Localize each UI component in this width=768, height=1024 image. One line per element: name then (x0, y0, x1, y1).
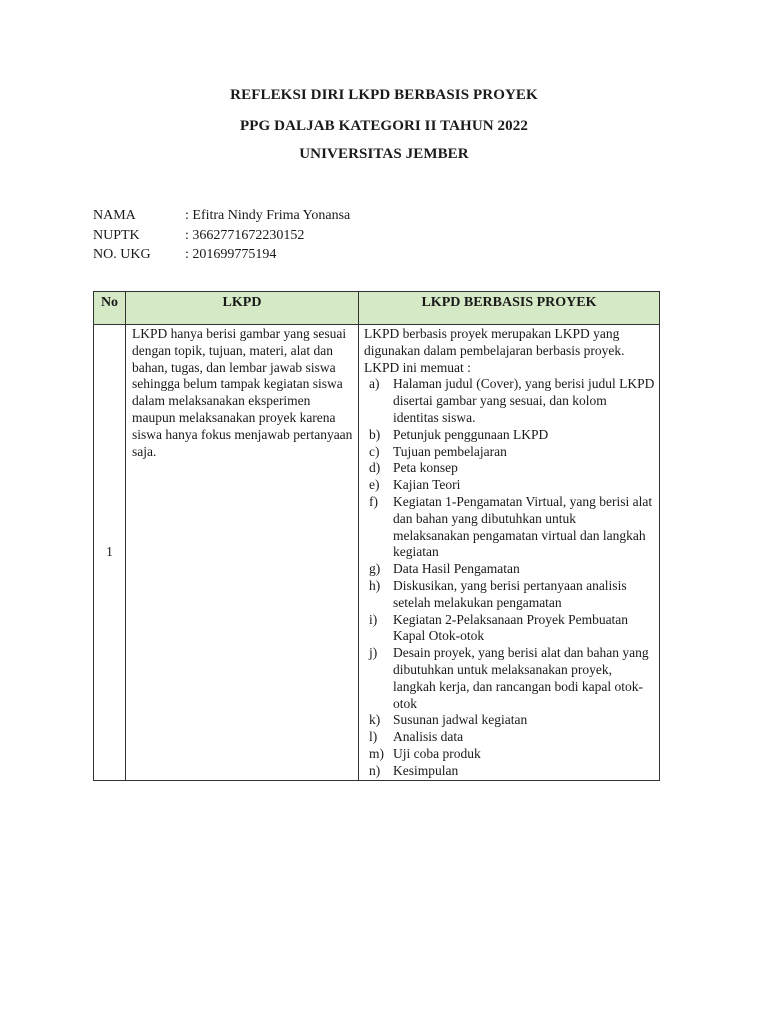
proyek-cell (359, 325, 660, 781)
list-item (364, 763, 655, 780)
list-item-text: Kegiatan 1-Pengamatan Virtual, yang berisi alat dan bahan yang dibutuhkan untuk melaksanakan pengamatan virtual dan langkah kegiatan (393, 493, 653, 560)
list-item (364, 561, 655, 578)
list-marker: i) (369, 611, 378, 627)
identity-label: NAMA (93, 208, 136, 223)
identity-row-nama (93, 206, 350, 226)
lkpd-description: LKPD hanya berisi gambar yang sesuai dengan topik, tujuan, materi, alat dan bahan, tugas, dan lembar jawab siswa sehingga belum tampak kegiatan siswa dalam melaksanakan eksperimen maupun melaksanakan proyek karena siswa hanya fokus menjawab pertanyaan saja. (132, 326, 353, 459)
lkpd-cell (126, 325, 359, 781)
identity-value: : 201699775194 (185, 247, 277, 262)
list-item (364, 645, 655, 712)
identity-value: : Efitra Nindy Frima Yonansa (185, 208, 351, 223)
list-item (364, 712, 655, 729)
list-marker: k) (369, 712, 381, 728)
list-marker: l) (369, 729, 378, 745)
list-item-text: Uji coba produk (393, 745, 481, 761)
list-item-text: Desain proyek, yang berisi alat dan bahan yang dibutuhkan untuk melaksanakan proyek, langkah kerja, dan rancangan bodi kapal otok-otok (393, 645, 649, 711)
identity-label: NUPTK (93, 227, 140, 243)
list-item-text: Kegiatan 2-Pelaksanaan Proyek Pembuatan Kapal Otok-otok (393, 611, 629, 644)
table-row (94, 325, 660, 781)
list-marker: h) (369, 577, 381, 593)
row-number: 1 (94, 325, 126, 781)
document-subtitle: PPG DALJAB KATEGORI II TAHUN 2022 (240, 118, 528, 134)
list-item-text: Petunjuk penggunaan LKPD (393, 426, 549, 442)
list-item (364, 376, 655, 426)
list-marker: c) (369, 443, 380, 459)
list-item-text: Data Hasil Pengamatan (393, 561, 520, 577)
column-header-no: No (94, 292, 126, 325)
list-marker: d) (369, 460, 381, 476)
list-item-text: Halaman judul (Cover), yang berisi judul LKPD disertai gambar yang sesuai, dan kolom identitas siswa. (393, 376, 655, 425)
list-item-text: Kesimpulan (393, 762, 459, 778)
list-marker: n) (369, 762, 381, 778)
list-item (364, 494, 655, 561)
list-item-text: Peta konsep (393, 460, 458, 476)
list-item (364, 427, 655, 444)
list-marker: f) (369, 493, 378, 509)
identity-label: NO. UKG (93, 247, 151, 262)
list-item (364, 444, 655, 461)
column-header-lkpd: LKPD (126, 292, 359, 325)
list-item-text: Kajian Teori (393, 477, 461, 493)
institution-name: UNIVERSITAS JEMBER (299, 146, 469, 162)
list-item (364, 746, 655, 763)
identity-block (93, 206, 350, 265)
proyek-item-list (364, 376, 655, 779)
list-item (364, 729, 655, 746)
list-marker: e) (369, 477, 380, 493)
list-item-text: Diskusikan, yang berisi pertanyaan analisis setelah melakukan pengamatan (393, 577, 627, 610)
list-marker: m) (369, 745, 384, 761)
comparison-table (93, 291, 660, 781)
list-marker: b) (369, 426, 381, 442)
document-title: REFLEKSI DIRI LKPD BERBASIS PROYEK (230, 87, 538, 103)
list-item-text: Analisis data (393, 729, 464, 745)
list-marker: a) (369, 376, 380, 392)
list-item (364, 460, 655, 477)
list-marker: j) (369, 645, 378, 661)
list-item (364, 612, 655, 646)
list-item (364, 578, 655, 612)
list-item-text: Tujuan pembelajaran (393, 443, 507, 459)
list-item (364, 477, 655, 494)
proyek-intro: LKPD berbasis proyek merupakan LKPD yang digunakan dalam pembelajaran berbasis proyek. LKPD ini memuat : (364, 326, 625, 375)
identity-row-no-ukg (93, 245, 350, 265)
list-marker: g) (369, 561, 381, 577)
identity-value: : 3662771672230152 (185, 227, 305, 243)
column-header-lkpd-berbasis-proyek: LKPD BERBASIS PROYEK (359, 292, 660, 325)
identity-row-nuptk (93, 226, 350, 246)
table-header-row (94, 292, 660, 325)
list-item-text: Susunan jadwal kegiatan (393, 712, 528, 728)
